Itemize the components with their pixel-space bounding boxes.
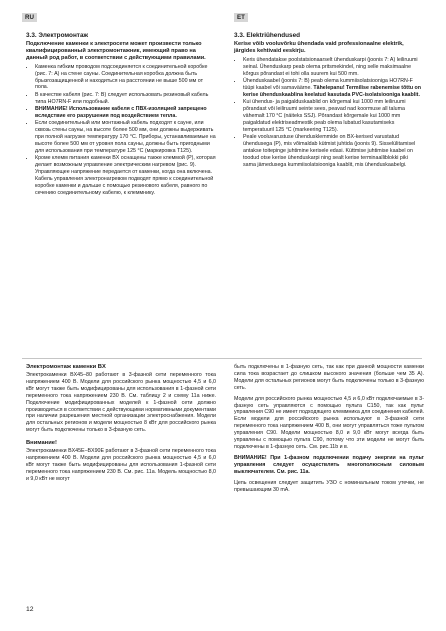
ru-warning: ВНИМАНИЕ! Использование кабеля с ПВХ-изоляцией запрещено вследствие его разрушения под воздействием тепла. <box>35 105 207 119</box>
et-section-heading: 3.3. Elektriühendused <box>234 32 301 39</box>
bx-wiring-right <box>234 364 424 493</box>
bx-section-title: Электромонтаж каменки BX <box>26 364 106 370</box>
et-bullet-list <box>234 57 422 169</box>
bx-attention-paragraph: Электрокаменки BX45E–BX90E работают в 3-фазной сети переменного тока напряжением 400 В. Модели для российского рынка мощностью 4,5 и 6,0 кВт могут также быть модифицированы для использования 1-фазной сети переменного тока напряжением 230 В. См. рис. 11а. Модель мощностью 8,0 и 9,0 кВт не могут <box>26 448 216 482</box>
page-number: 12 <box>26 606 34 613</box>
ru-bullet-list <box>26 64 216 197</box>
bx-lighting-paragraph: Цепь освещения следует защитить УЗО с номинальным током утечки, не превышающим 30 mA. <box>234 479 424 493</box>
language-tag-et: ET <box>234 13 248 22</box>
ru-bullet-item: • Если соединительный или монтажный кабель подходят к сауне, или сквозь стены сауны, на высоте более 500 мм, они должны выдерживать при полной нагрузке температуру 170 °C. Приборы, устанавливаемые на высоте более 500 мм от уровня пола сауны, должны быть пригодными для использования при температуре 125 °C (маркировка T125). <box>35 120 216 155</box>
et-bullet-item: • Peale vooluvarustuse ühendusklemmide on BX-kerised varustatud ühendusega (P), mis võimaldab kütmist juhtida (joonis 9). Sisselülitamisel antakse toitepinge juhtimine kerisele edasi. Küttmise juhtimise kaabel on toodud otse kerise ühenduskarpi ning sealt kerise terminaalliblokki piki sama jämedusega kummiisolatsiooniga kaablit, mis ühenduskaabelgi. <box>243 134 422 169</box>
language-tag-ru: RU <box>22 13 37 22</box>
bx-paragraph: Электрокаменки BX45–80 работают в 3-фазной сети переменного тока напряжением 400 В. Модели для российского рынка мощностью 4,5 и 6,0 кВт могут также быть модифицированы для использования в 1-фазной сети переменного тока напряжением 230 В. См. таблицу 2 и схему 11а ниже. Подключение модифицированных моделей к 1-фазной сети должно производиться в соответствии с действующими нормативными документами при наличии разрешения местной организации электроснабжения. Модели для остальных регионов и модели мощностью 8 кВт для российского рынка могут быть подключены только в 3-фазную сеть. <box>26 372 216 434</box>
bx-control-paragraph: Модели для российского рынка мощностью 4,5 и 6,0 кВт подключаемые в 3-фазную сеть управляются с помощью пульта С150, так как пульт управления С90 не имеет подходящего клеммника для соединения кабелей. Если модели для российского рынка используют в 3-фазной сети переменного тока напряжением 400 В, они могут управляться тоже пультом управления С90. Модели мощностью 8,0 и 9,0 кВт могут всегда быть управлены с помощью пульта С90, потому что эти модели не могут быть подключены в 1-фазную сеть. См. рис.11b и в. <box>234 395 424 450</box>
ru-bullet-item: • Каменка гибким проводом подсоединяется к соединительной коробке (рис. 7: А) на стене сауны. Соединительная коробка должна быть брызгозащищенной и находиться на расстоянии не выше 500 мм от пола. <box>35 64 216 92</box>
et-lead: Kerise võib vooluvõrku ühendada vaid professionaalne elektrik, järgides kehtivaid eeskirju. <box>234 41 404 54</box>
ru-bullet-item: • Кроме клемм питания каменки BX оснащены также клеммой (P), которая делает возможным управление электрическим нагревом (рис. 9). Управляющее напряжение передается от каменки, когда она включена. Кабель управления электронагревом подводят прямо к соединительной коробке каменки и дальше с помощью резинового кабеля, равного по сечению соединительному кабелю, к клеммнику. <box>35 155 216 196</box>
bx-warning-paragraph: ВНИМАНИЕ! При 1-фазном подключении подачу энергии на пульт управления следует осуществлять многополюсным силовым выключателем. См. рис. 11a. <box>234 454 424 475</box>
ru-lead: Подключение каменки к электросети может произвести только квалифицированный электромонтажник, имеющий право на данный род работ, в соответствии с действующими правилами. <box>26 41 206 61</box>
et-column <box>234 32 422 169</box>
ru-column <box>26 32 216 197</box>
section-divider <box>22 358 422 359</box>
ru-bullet-item: • В качестве кабеля (рис. 7: В) следует использовать резиновый кабель типа HO7RN-F или подобный. <box>35 92 216 106</box>
ru-bullet-item <box>35 106 216 120</box>
ru-section-heading: 3.3. Электромонтаж <box>26 32 89 39</box>
et-bullet-item: • Keris ühendatakse poolstatsionaarselt ühenduskarpi (joonis 7: A) leiliruumi seinal. Ühenduskarp peab olema pritsmekindel, ning selle maksimaalne kõrgus põrandast ei tohi olla suurem kui 500 mm. <box>243 57 422 78</box>
et-bullet-item: • Ühenduskaabel (joonis 7: B) peab olema kummiisolatsiooniga HO7RN-F tüüpi kaabel või samaväärne. Tähelepanu! Termilise rabenemise tõttu on kerise ühenduskaablina keelatud kasutada PVC-isolatsiooniga kaablit. <box>243 78 422 99</box>
et-bullet-item: • Kui ühendus- ja paigalduskaablid on kõrgemal kui 1000 mm leiliruumi põrandast või leiliruumi seinte sees, peavad nad koormuse all taluma vähemalt 170 °C (näiteks SSJ). Põrandast kõrgemale kui 1000 mm paigaldatud elektriseadmestik peab olema lubatud kasutamiseks temperatuuril 125 °C (markeering T125). <box>243 99 422 134</box>
et-warning: Tähelepanu! Termilise rabenemise tõttu on kerise ühenduskaablina keelatud kasutada PVC-isolatsiooniga kaablit. <box>243 84 422 98</box>
bx-attention-title: Внимание! <box>26 440 57 447</box>
bx-paragraph-cont: быть подключены в 1-фазную сеть, так как при данной мощности каменки сила тока возрастает до слишком высокого значения (больше чем 35 А). Модели для остальных регионов могут быть подключены только в 3-фазную сеть. <box>234 364 424 391</box>
bx-wiring-left <box>26 364 216 483</box>
